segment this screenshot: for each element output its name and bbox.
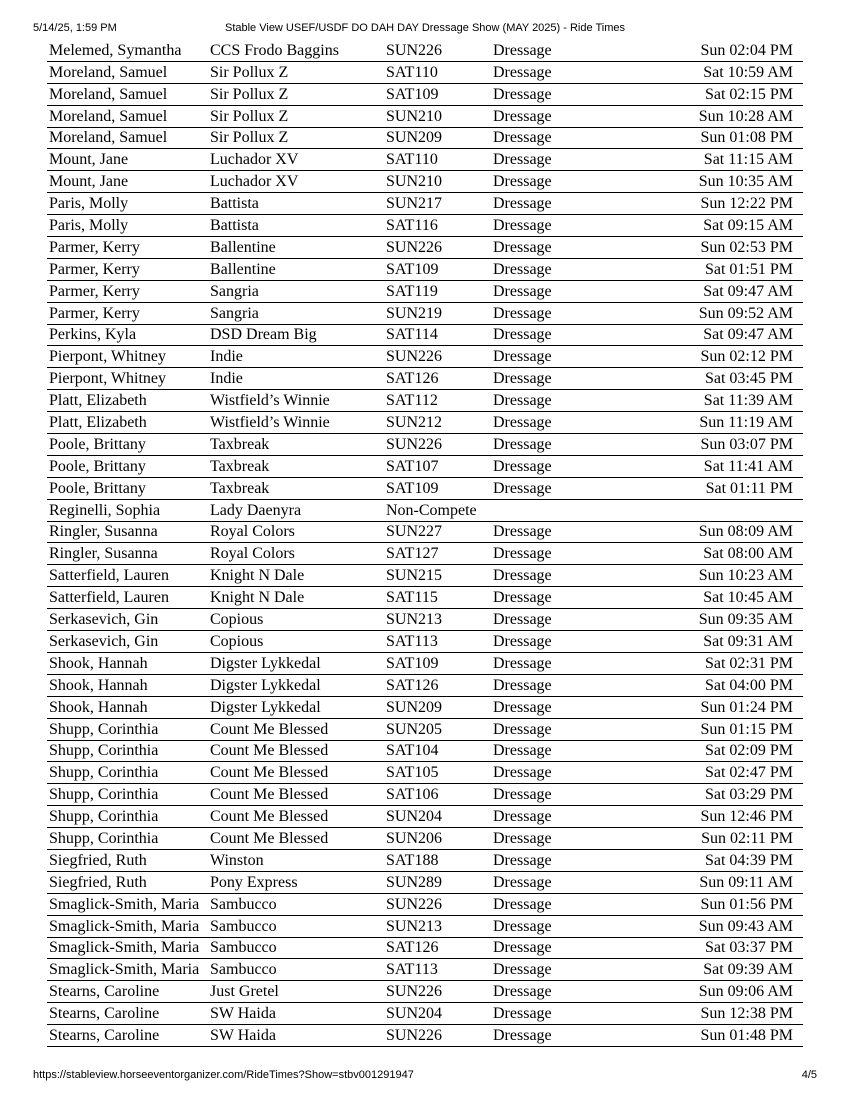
ride-time-cell: Sun 09:52 AM — [656, 302, 803, 324]
class-code-cell: SUN227 — [384, 521, 491, 543]
table-row — [47, 455, 803, 477]
class-code-cell: SUN204 — [384, 806, 491, 828]
horse-name-cell: Count Me Blessed — [208, 740, 384, 762]
table-row — [47, 302, 803, 324]
rider-name-cell: Stearns, Caroline — [47, 981, 208, 1003]
table-row — [47, 543, 803, 565]
table-row — [47, 149, 803, 171]
horse-name-cell: DSD Dream Big — [208, 324, 384, 346]
table-row — [47, 696, 803, 718]
ride-type-cell: Dressage — [491, 696, 656, 718]
rider-name-cell: Poole, Brittany — [47, 434, 208, 456]
rider-name-cell: Ringler, Susanna — [47, 521, 208, 543]
horse-name-cell: Sangria — [208, 302, 384, 324]
class-code-cell: SAT105 — [384, 762, 491, 784]
ride-type-cell: Dressage — [491, 171, 656, 193]
ride-time-cell: Sat 02:09 PM — [656, 740, 803, 762]
table-row — [47, 609, 803, 631]
horse-name-cell: Sambucco — [208, 893, 384, 915]
ride-type-cell: Dressage — [491, 828, 656, 850]
ride-time-cell: Sat 03:29 PM — [656, 784, 803, 806]
rider-name-cell: Parmer, Kerry — [47, 302, 208, 324]
ride-time-cell: Sat 04:39 PM — [656, 849, 803, 871]
ride-type-cell: Dressage — [491, 434, 656, 456]
ride-type-cell: Dressage — [491, 565, 656, 587]
class-code-cell: SUN209 — [384, 127, 491, 149]
table-row — [47, 806, 803, 828]
print-footer — [33, 1067, 817, 1083]
class-code-cell: SAT188 — [384, 849, 491, 871]
rider-name-cell: Shupp, Corinthia — [47, 740, 208, 762]
class-code-cell: SUN204 — [384, 1003, 491, 1025]
ride-time-cell: Sat 01:51 PM — [656, 258, 803, 280]
ride-time-cell: Sun 01:24 PM — [656, 696, 803, 718]
ride-time-cell: Sat 02:31 PM — [656, 652, 803, 674]
rider-name-cell: Poole, Brittany — [47, 455, 208, 477]
horse-name-cell: Taxbreak — [208, 477, 384, 499]
class-code-cell: SAT126 — [384, 674, 491, 696]
class-code-cell: SAT109 — [384, 83, 491, 105]
class-code-cell: SUN226 — [384, 237, 491, 259]
class-code-cell: SAT119 — [384, 280, 491, 302]
ride-type-cell: Dressage — [491, 762, 656, 784]
table-row — [47, 83, 803, 105]
horse-name-cell: Indie — [208, 346, 384, 368]
horse-name-cell: SW Haida — [208, 1025, 384, 1047]
horse-name-cell: Sir Pollux Z — [208, 105, 384, 127]
ride-type-cell: Dressage — [491, 1025, 656, 1047]
class-code-cell: SAT109 — [384, 652, 491, 674]
ride-type-cell: Dressage — [491, 149, 656, 171]
horse-name-cell: Sir Pollux Z — [208, 61, 384, 83]
rider-name-cell: Stearns, Caroline — [47, 1003, 208, 1025]
ride-time-cell: Sun 10:23 AM — [656, 565, 803, 587]
table-row — [47, 784, 803, 806]
table-row — [47, 477, 803, 499]
ride-time-cell: Sat 09:15 AM — [656, 215, 803, 237]
ride-time-cell: Sun 02:12 PM — [656, 346, 803, 368]
table-row — [47, 412, 803, 434]
horse-name-cell: Copious — [208, 631, 384, 653]
class-code-cell: SUN205 — [384, 718, 491, 740]
class-code-cell: SUN210 — [384, 171, 491, 193]
table-row — [47, 215, 803, 237]
horse-name-cell: CCS Frodo Baggins — [208, 40, 384, 61]
ride-time-cell: Sun 10:35 AM — [656, 171, 803, 193]
horse-name-cell: SW Haida — [208, 1003, 384, 1025]
ride-time-cell: Sun 10:28 AM — [656, 105, 803, 127]
ride-type-cell — [491, 499, 656, 521]
horse-name-cell: Sir Pollux Z — [208, 127, 384, 149]
page-url: https://stableview.horseeventorganizer.com/RideTimes?Show=stbv001291947 — [33, 1069, 414, 1081]
horse-name-cell: Count Me Blessed — [208, 806, 384, 828]
table-row — [47, 40, 803, 61]
rider-name-cell: Satterfield, Lauren — [47, 587, 208, 609]
horse-name-cell: Copious — [208, 609, 384, 631]
ride-type-cell: Dressage — [491, 652, 656, 674]
ride-time-cell: Sat 11:41 AM — [656, 455, 803, 477]
ride-time-cell: Sat 09:47 AM — [656, 280, 803, 302]
horse-name-cell: Royal Colors — [208, 543, 384, 565]
rider-name-cell: Poole, Brittany — [47, 477, 208, 499]
rider-name-cell: Siegfried, Ruth — [47, 871, 208, 893]
horse-name-cell: Luchador XV — [208, 149, 384, 171]
table-row — [47, 127, 803, 149]
horse-name-cell: Sambucco — [208, 937, 384, 959]
ride-time-cell: Sun 09:11 AM — [656, 871, 803, 893]
table-row — [47, 828, 803, 850]
ride-time-cell: Sun 02:53 PM — [656, 237, 803, 259]
page-number: 4/5 — [801, 1069, 817, 1081]
table-row — [47, 915, 803, 937]
ride-type-cell: Dressage — [491, 718, 656, 740]
ride-type-cell: Dressage — [491, 302, 656, 324]
horse-name-cell: Digster Lykkedal — [208, 652, 384, 674]
ride-type-cell: Dressage — [491, 258, 656, 280]
class-code-cell: SAT116 — [384, 215, 491, 237]
ride-time-cell: Sat 02:47 PM — [656, 762, 803, 784]
ride-type-cell: Dressage — [491, 981, 656, 1003]
ride-type-cell: Dressage — [491, 193, 656, 215]
rider-name-cell: Platt, Elizabeth — [47, 390, 208, 412]
class-code-cell: SUN226 — [384, 40, 491, 61]
rider-name-cell: Smaglick-Smith, Maria — [47, 915, 208, 937]
ride-type-cell: Dressage — [491, 784, 656, 806]
rider-name-cell: Parmer, Kerry — [47, 280, 208, 302]
horse-name-cell: Count Me Blessed — [208, 784, 384, 806]
ride-time-cell: Sun 12:38 PM — [656, 1003, 803, 1025]
ride-time-cell: Sat 10:45 AM — [656, 587, 803, 609]
rider-name-cell: Stearns, Caroline — [47, 1025, 208, 1047]
ride-time-cell — [656, 499, 803, 521]
print-datetime: 5/14/25, 1:59 PM — [33, 22, 117, 34]
rider-name-cell: Smaglick-Smith, Maria — [47, 893, 208, 915]
ride-type-cell: Dressage — [491, 674, 656, 696]
class-code-cell: SUN226 — [384, 434, 491, 456]
class-code-cell: SUN213 — [384, 609, 491, 631]
ride-time-cell: Sat 09:47 AM — [656, 324, 803, 346]
table-row — [47, 674, 803, 696]
rider-name-cell: Perkins, Kyla — [47, 324, 208, 346]
rider-name-cell: Paris, Molly — [47, 193, 208, 215]
table-row — [47, 565, 803, 587]
ride-type-cell: Dressage — [491, 412, 656, 434]
table-row — [47, 1025, 803, 1047]
horse-name-cell: Count Me Blessed — [208, 828, 384, 850]
ride-time-cell: Sun 03:07 PM — [656, 434, 803, 456]
rider-name-cell: Platt, Elizabeth — [47, 412, 208, 434]
ride-type-cell: Dressage — [491, 127, 656, 149]
table-row — [47, 171, 803, 193]
table-row — [47, 1003, 803, 1025]
ride-type-cell: Dressage — [491, 893, 656, 915]
horse-name-cell: Taxbreak — [208, 455, 384, 477]
rider-name-cell: Moreland, Samuel — [47, 127, 208, 149]
ride-time-cell: Sun 01:08 PM — [656, 127, 803, 149]
ride-type-cell: Dressage — [491, 543, 656, 565]
horse-name-cell: Count Me Blessed — [208, 718, 384, 740]
rider-name-cell: Pierpont, Whitney — [47, 368, 208, 390]
ride-time-cell: Sun 01:48 PM — [656, 1025, 803, 1047]
table-row — [47, 849, 803, 871]
class-code-cell: SAT110 — [384, 61, 491, 83]
table-row — [47, 390, 803, 412]
table-row — [47, 61, 803, 83]
class-code-cell: SAT112 — [384, 390, 491, 412]
ride-time-cell: Sat 01:11 PM — [656, 477, 803, 499]
rider-name-cell: Moreland, Samuel — [47, 83, 208, 105]
rider-name-cell: Shupp, Corinthia — [47, 762, 208, 784]
class-code-cell: SAT104 — [384, 740, 491, 762]
ride-time-cell: Sat 09:31 AM — [656, 631, 803, 653]
ride-time-cell: Sun 12:22 PM — [656, 193, 803, 215]
ride-type-cell: Dressage — [491, 215, 656, 237]
ride-time-cell: Sun 02:11 PM — [656, 828, 803, 850]
horse-name-cell: Luchador XV — [208, 171, 384, 193]
class-code-cell: SUN209 — [384, 696, 491, 718]
class-code-cell: SUN226 — [384, 893, 491, 915]
rider-name-cell: Shook, Hannah — [47, 652, 208, 674]
ride-type-cell: Dressage — [491, 609, 656, 631]
horse-name-cell: Pony Express — [208, 871, 384, 893]
table-row — [47, 587, 803, 609]
ride-time-cell: Sat 08:00 AM — [656, 543, 803, 565]
rider-name-cell: Shupp, Corinthia — [47, 828, 208, 850]
rider-name-cell: Parmer, Kerry — [47, 237, 208, 259]
horse-name-cell: Winston — [208, 849, 384, 871]
ride-type-cell: Dressage — [491, 1003, 656, 1025]
rider-name-cell: Parmer, Kerry — [47, 258, 208, 280]
rider-name-cell: Reginelli, Sophia — [47, 499, 208, 521]
ride-times-table — [47, 40, 803, 1047]
table-row — [47, 740, 803, 762]
class-code-cell: SUN217 — [384, 193, 491, 215]
ride-time-cell: Sun 02:04 PM — [656, 40, 803, 61]
ride-type-cell: Dressage — [491, 346, 656, 368]
class-code-cell: SAT127 — [384, 543, 491, 565]
horse-name-cell: Sambucco — [208, 959, 384, 981]
horse-name-cell: Knight N Dale — [208, 587, 384, 609]
horse-name-cell: Taxbreak — [208, 434, 384, 456]
table-row — [47, 105, 803, 127]
class-code-cell: SAT115 — [384, 587, 491, 609]
horse-name-cell: Wistfield’s Winnie — [208, 390, 384, 412]
horse-name-cell: Ballentine — [208, 258, 384, 280]
class-code-cell: SAT113 — [384, 631, 491, 653]
class-code-cell: SUN226 — [384, 346, 491, 368]
rider-name-cell: Shook, Hannah — [47, 674, 208, 696]
ride-time-cell: Sun 09:06 AM — [656, 981, 803, 1003]
ride-type-cell: Dressage — [491, 324, 656, 346]
class-code-cell: SAT126 — [384, 368, 491, 390]
horse-name-cell: Sambucco — [208, 915, 384, 937]
horse-name-cell: Digster Lykkedal — [208, 696, 384, 718]
horse-name-cell: Sir Pollux Z — [208, 83, 384, 105]
class-code-cell: SUN289 — [384, 871, 491, 893]
ride-type-cell: Dressage — [491, 959, 656, 981]
class-code-cell: SUN226 — [384, 1025, 491, 1047]
page-title: Stable View USEF/USDF DO DAH DAY Dressage Show (MAY 2025) - Ride Times — [224, 22, 625, 34]
rider-name-cell: Shook, Hannah — [47, 696, 208, 718]
table-row — [47, 237, 803, 259]
ride-times-body — [47, 40, 803, 1046]
ride-time-cell: Sun 09:35 AM — [656, 609, 803, 631]
print-header — [33, 20, 817, 36]
rider-name-cell: Shupp, Corinthia — [47, 806, 208, 828]
ride-type-cell: Dressage — [491, 477, 656, 499]
rider-name-cell: Melemed, Symantha — [47, 40, 208, 61]
table-row — [47, 258, 803, 280]
class-code-cell: SUN226 — [384, 981, 491, 1003]
ride-type-cell: Dressage — [491, 915, 656, 937]
class-code-cell: SUN210 — [384, 105, 491, 127]
class-code-cell: SAT110 — [384, 149, 491, 171]
ride-time-cell: Sun 11:19 AM — [656, 412, 803, 434]
class-code-cell: SUN212 — [384, 412, 491, 434]
ride-type-cell: Dressage — [491, 280, 656, 302]
ride-time-cell: Sat 11:15 AM — [656, 149, 803, 171]
table-row — [47, 762, 803, 784]
rider-name-cell: Paris, Molly — [47, 215, 208, 237]
horse-name-cell: Battista — [208, 215, 384, 237]
rider-name-cell: Moreland, Samuel — [47, 105, 208, 127]
horse-name-cell: Ballentine — [208, 237, 384, 259]
table-row — [47, 631, 803, 653]
horse-name-cell: Lady Daenyra — [208, 499, 384, 521]
horse-name-cell: Knight N Dale — [208, 565, 384, 587]
horse-name-cell: Sangria — [208, 280, 384, 302]
table-row — [47, 893, 803, 915]
table-row — [47, 499, 803, 521]
class-code-cell: SUN213 — [384, 915, 491, 937]
rider-name-cell: Mount, Jane — [47, 149, 208, 171]
ride-type-cell: Dressage — [491, 105, 656, 127]
ride-time-cell: Sat 09:39 AM — [656, 959, 803, 981]
ride-type-cell: Dressage — [491, 390, 656, 412]
table-row — [47, 981, 803, 1003]
class-code-cell: SAT106 — [384, 784, 491, 806]
ride-type-cell: Dressage — [491, 40, 656, 61]
rider-name-cell: Mount, Jane — [47, 171, 208, 193]
horse-name-cell: Wistfield’s Winnie — [208, 412, 384, 434]
ride-type-cell: Dressage — [491, 83, 656, 105]
ride-type-cell: Dressage — [491, 368, 656, 390]
rider-name-cell: Siegfried, Ruth — [47, 849, 208, 871]
table-row — [47, 718, 803, 740]
ride-type-cell: Dressage — [491, 521, 656, 543]
rider-name-cell: Satterfield, Lauren — [47, 565, 208, 587]
table-row — [47, 434, 803, 456]
ride-time-cell: Sun 08:09 AM — [656, 521, 803, 543]
table-row — [47, 280, 803, 302]
ride-time-cell: Sun 01:56 PM — [656, 893, 803, 915]
rider-name-cell: Shupp, Corinthia — [47, 784, 208, 806]
ride-time-cell: Sat 10:59 AM — [656, 61, 803, 83]
class-code-cell: SAT114 — [384, 324, 491, 346]
ride-time-cell: Sat 02:15 PM — [656, 83, 803, 105]
class-code-cell: SAT109 — [384, 477, 491, 499]
ride-type-cell: Dressage — [491, 455, 656, 477]
class-code-cell: SUN215 — [384, 565, 491, 587]
horse-name-cell: Indie — [208, 368, 384, 390]
class-code-cell: SUN219 — [384, 302, 491, 324]
rider-name-cell: Ringler, Susanna — [47, 543, 208, 565]
class-code-cell: SAT109 — [384, 258, 491, 280]
rider-name-cell: Serkasevich, Gin — [47, 631, 208, 653]
ride-time-cell: Sat 04:00 PM — [656, 674, 803, 696]
horse-name-cell: Just Gretel — [208, 981, 384, 1003]
horse-name-cell: Battista — [208, 193, 384, 215]
ride-time-cell: Sun 01:15 PM — [656, 718, 803, 740]
table-row — [47, 937, 803, 959]
ride-type-cell: Dressage — [491, 740, 656, 762]
class-code-cell: Non-Compete — [384, 499, 491, 521]
table-row — [47, 368, 803, 390]
ride-type-cell: Dressage — [491, 806, 656, 828]
table-row — [47, 346, 803, 368]
table-row — [47, 871, 803, 893]
rider-name-cell: Smaglick-Smith, Maria — [47, 937, 208, 959]
ride-type-cell: Dressage — [491, 61, 656, 83]
ride-type-cell: Dressage — [491, 937, 656, 959]
horse-name-cell: Royal Colors — [208, 521, 384, 543]
table-row — [47, 324, 803, 346]
class-code-cell: SAT107 — [384, 455, 491, 477]
ride-type-cell: Dressage — [491, 849, 656, 871]
class-code-cell: SUN206 — [384, 828, 491, 850]
ride-time-cell: Sat 03:37 PM — [656, 937, 803, 959]
ride-type-cell: Dressage — [491, 237, 656, 259]
rider-name-cell: Smaglick-Smith, Maria — [47, 959, 208, 981]
ride-time-cell: Sat 03:45 PM — [656, 368, 803, 390]
ride-time-cell: Sat 11:39 AM — [656, 390, 803, 412]
table-row — [47, 652, 803, 674]
ride-time-cell: Sun 12:46 PM — [656, 806, 803, 828]
rider-name-cell: Serkasevich, Gin — [47, 609, 208, 631]
table-row — [47, 959, 803, 981]
horse-name-cell: Digster Lykkedal — [208, 674, 384, 696]
horse-name-cell: Count Me Blessed — [208, 762, 384, 784]
class-code-cell: SAT126 — [384, 937, 491, 959]
rider-name-cell: Shupp, Corinthia — [47, 718, 208, 740]
table-row — [47, 521, 803, 543]
table-row — [47, 193, 803, 215]
rider-name-cell: Pierpont, Whitney — [47, 346, 208, 368]
ride-type-cell: Dressage — [491, 871, 656, 893]
ride-time-cell: Sun 09:43 AM — [656, 915, 803, 937]
ride-type-cell: Dressage — [491, 587, 656, 609]
class-code-cell: SAT113 — [384, 959, 491, 981]
ride-type-cell: Dressage — [491, 631, 656, 653]
rider-name-cell: Moreland, Samuel — [47, 61, 208, 83]
